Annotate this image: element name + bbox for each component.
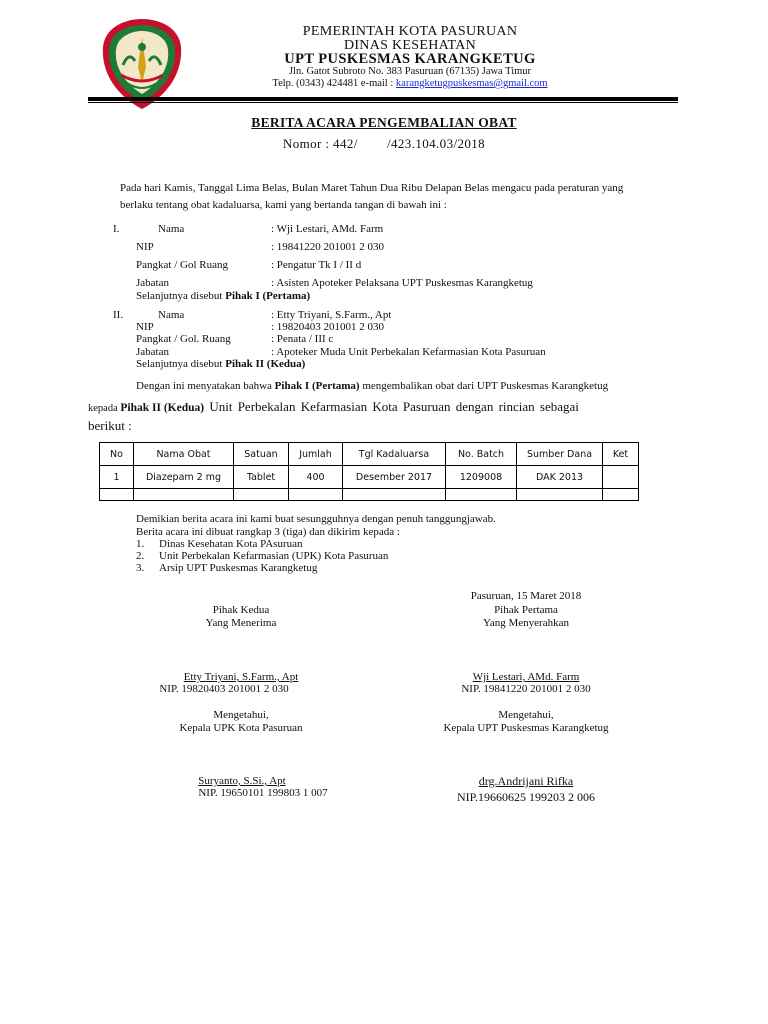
letterhead-address: Jln. Gatot Subroto No. 383 Pasuruan (67135) Jawa Timur bbox=[288, 66, 532, 77]
cell-satuan: Tablet bbox=[234, 466, 289, 489]
table-header-row bbox=[100, 443, 639, 466]
email-link[interactable]: karangketugpuskesmas@gmail.com bbox=[395, 78, 548, 89]
ack-right-nip: NIP.19660625 199203 2 006 bbox=[456, 790, 595, 804]
party1-value-pangkat: : Pengatur Tk I / II d bbox=[271, 259, 362, 271]
letterhead-rule-thin bbox=[88, 102, 678, 103]
recipient-num-3: 3. bbox=[136, 562, 145, 574]
cell-ket bbox=[603, 489, 639, 501]
returned-medicine-table bbox=[99, 442, 639, 501]
cell-jumlah bbox=[289, 489, 343, 501]
ack-right-title: Kepala UPT Puskesmas Karangketug bbox=[443, 722, 609, 734]
intro-line-1: Pada hari Kamis, Tanggal Lima Belas, Bulan Maret Tahun Dua Ribu Delapan Belas mengacu pada peraturan yang bbox=[120, 182, 624, 194]
cell-no-batch: 1209008 bbox=[446, 466, 517, 489]
ack-left-nip: NIP. 19650101 199803 1 007 bbox=[198, 787, 328, 799]
party1-label-nip: NIP bbox=[136, 241, 154, 253]
party2-numeral: II. bbox=[113, 309, 124, 321]
cell-satuan bbox=[234, 489, 289, 501]
statement-line-2 bbox=[88, 399, 644, 417]
party1-label-nama: Nama bbox=[158, 223, 185, 235]
statement-bold1: Pihak I (Pertama) bbox=[274, 380, 360, 392]
party2-referred bbox=[136, 358, 305, 371]
statement-line-1 bbox=[136, 380, 608, 393]
col-header-ket: Ket bbox=[603, 443, 639, 466]
party2-value-pangkat: : Penata / III c bbox=[271, 333, 334, 345]
document-number: Nomor : 442/ /423.104.03/2018 bbox=[282, 136, 486, 151]
statement-bold2: Pihak II (Kedua) bbox=[120, 402, 205, 414]
left-signer-name: Etty Triyani, S.Farm., Apt bbox=[183, 671, 299, 683]
right-signer-nip: NIP. 19841220 201001 2 030 bbox=[461, 683, 591, 695]
right-signer-role: Pihak Pertama bbox=[494, 604, 558, 616]
closing-line-1: Demikian berita acara ini kami buat sesungguhnya dengan penuh tanggungjawab. bbox=[136, 513, 496, 525]
recipient-text-1: Dinas Kesehatan Kota PAsuruan bbox=[159, 538, 303, 550]
cell-nama-obat: Diazepam 2 mg bbox=[134, 466, 234, 489]
recipient-num-2: 2. bbox=[136, 550, 145, 562]
ack-left-name: Suryanto, S.Si., Apt bbox=[198, 775, 286, 787]
left-signer-sub: Yang Menerima bbox=[205, 617, 277, 629]
party1-referred-prefix: Selanjutnya disebut bbox=[136, 290, 226, 302]
col-header-nama-obat: Nama Obat bbox=[134, 443, 234, 466]
col-header-satuan: Satuan bbox=[234, 443, 289, 466]
party1-label-jabatan: Jabatan bbox=[136, 277, 169, 289]
statement-line-3: berikut : bbox=[88, 418, 132, 433]
party2-value-nip: : 19820403 201001 2 030 bbox=[271, 321, 385, 333]
party1-label-pangkat: Pangkat / Gol Ruang bbox=[136, 259, 228, 271]
party1-numeral: I. bbox=[113, 223, 120, 235]
table-row bbox=[100, 466, 639, 489]
party2-value-nama: : Etty Triyani, S.Farm., Apt bbox=[271, 309, 392, 321]
table-row bbox=[100, 489, 639, 501]
cell-tgl-kadaluarsa bbox=[343, 489, 446, 501]
left-signer-role: Pihak Kedua bbox=[212, 604, 270, 616]
party1-value-nama: : Wji Lestari, AMd. Farm bbox=[271, 223, 384, 235]
party2-referred-name: Pihak II (Kedua) bbox=[225, 358, 306, 370]
party2-label-jabatan: Jabatan bbox=[136, 346, 169, 358]
party2-label-nip: NIP bbox=[136, 321, 154, 333]
document-title: BERITA ACARA PENGEMBALIAN OBAT bbox=[251, 115, 517, 130]
letterhead-rule-thick bbox=[88, 97, 678, 101]
letterhead-department: DINAS KESEHATAN bbox=[343, 38, 477, 53]
cell-no bbox=[100, 489, 134, 501]
party1-value-nip: : 19841220 201001 2 030 bbox=[271, 241, 385, 253]
party2-label-pangkat: Pangkat / Gol. Ruang bbox=[136, 333, 231, 345]
cell-jumlah: 400 bbox=[289, 466, 343, 489]
cell-sumber-dana: DAK 2013 bbox=[517, 466, 603, 489]
cell-no: 1 bbox=[100, 466, 134, 489]
party2-referred-prefix: Selanjutnya disebut bbox=[136, 358, 226, 370]
party2-value-jabatan: : Apoteker Muda Unit Perbekalan Kefarmasian Kota Pasuruan bbox=[271, 346, 546, 358]
party2-label-nama: Nama bbox=[158, 309, 185, 321]
recipient-num-1: 1. bbox=[136, 538, 145, 550]
right-signer-sub: Yang Menyerahkan bbox=[483, 617, 569, 629]
letterhead-government: PEMERINTAH KOTA PASURUAN bbox=[302, 24, 518, 39]
letterhead-contact bbox=[190, 78, 630, 89]
party1-value-jabatan: : Asisten Apoteker Pelaksana UPT Puskesmas Karangketug bbox=[271, 277, 533, 289]
ack-right-label: Mengetahui, bbox=[498, 709, 554, 721]
ack-right-name: drg.Andrijani Rifka bbox=[478, 774, 574, 788]
recipient-text-3: Arsip UPT Puskesmas Karangketug bbox=[159, 562, 318, 574]
left-signer-nip: NIP. 19820403 201001 2 030 bbox=[159, 683, 289, 695]
col-header-sumber-dana: Sumber Dana bbox=[517, 443, 603, 466]
cell-ket bbox=[603, 466, 639, 489]
col-header-tgl-kadaluarsa: Tgl Kadaluarsa bbox=[343, 443, 446, 466]
signature-place-date: Pasuruan, 15 Maret 2018 bbox=[470, 590, 582, 602]
col-header-no-batch: No. Batch bbox=[446, 443, 517, 466]
letterhead-institution: UPT PUSKESMAS KARANGKETUG bbox=[284, 51, 536, 67]
ack-left-label: Mengetahui, bbox=[213, 709, 269, 721]
ack-left-title: Kepala UPK Kota Pasuruan bbox=[179, 722, 303, 734]
recipient-text-2: Unit Perbekalan Kefarmasian (UPK) Kota Pasuruan bbox=[159, 550, 389, 562]
right-signer-name: Wji Lestari, AMd. Farm bbox=[472, 671, 580, 683]
cell-sumber-dana bbox=[517, 489, 603, 501]
statement-part2: mengembalikan obat dari UPT Puskesmas Karangketug bbox=[359, 380, 609, 392]
cell-tgl-kadaluarsa: Desember 2017 bbox=[343, 466, 446, 489]
party1-referred bbox=[136, 290, 310, 303]
statement-line2-prefix: kepada bbox=[88, 403, 121, 414]
statement-part1: Dengan ini menyatakan bahwa bbox=[136, 380, 275, 392]
cell-no-batch bbox=[446, 489, 517, 501]
intro-line-2: berlaku tentang obat kadaluarsa, kami yang bertanda tangan di bawah ini : bbox=[120, 199, 447, 211]
party1-referred-name: Pihak I (Pertama) bbox=[225, 290, 311, 302]
closing-line-2: Berita acara ini dibuat rangkap 3 (tiga) dan dikirim kepada : bbox=[136, 526, 400, 538]
col-header-jumlah: Jumlah bbox=[289, 443, 343, 466]
statement-line2-rest: Unit Perbekalan Kefarmasian Kota Pasuruan dengan rincian sebagai bbox=[204, 399, 579, 414]
cell-nama-obat bbox=[134, 489, 234, 501]
letterhead-phone: Telp. (0343) 424481 e-mail : bbox=[272, 78, 396, 89]
col-header-no: No bbox=[100, 443, 134, 466]
